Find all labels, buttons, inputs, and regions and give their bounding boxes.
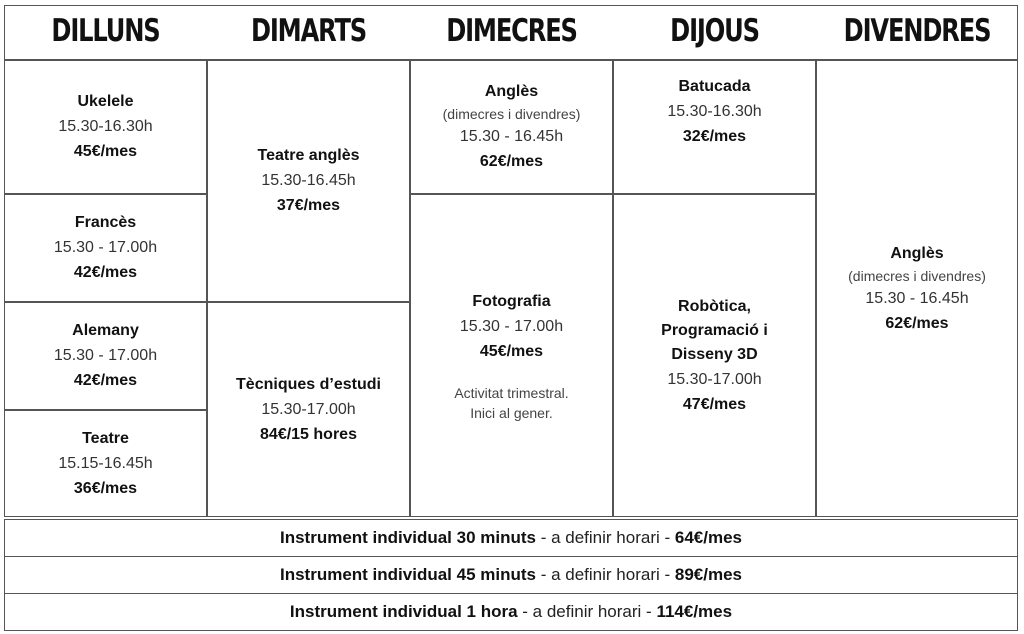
- day-header-wednesday: DIMECRES: [446, 13, 577, 49]
- instrument-price: 64€/mes: [674, 528, 742, 547]
- day-header-friday: DIVENDRES: [843, 13, 991, 49]
- instrument-schedule: - a definir horari -: [535, 528, 675, 547]
- activity-price: 84€/15 hores: [260, 425, 357, 443]
- activity-hours: 15.30 - 17.00h: [53, 238, 158, 256]
- activity-title: Ukelele: [77, 92, 134, 110]
- activity-price: 45€/mes: [479, 342, 544, 360]
- activity-price: 42€/mes: [73, 263, 138, 281]
- activity-batucada: [613, 61, 816, 193]
- instrument-row-1hora: [4, 593, 1018, 631]
- activity-note: Activitat trimestral.: [454, 384, 569, 401]
- instrument-price: 89€/mes: [674, 565, 742, 584]
- activity-price: 45€/mes: [73, 142, 138, 160]
- activity-title: Alemany: [72, 321, 139, 339]
- instrument-name: Instrument individual 30 minuts: [280, 528, 536, 547]
- activity-note: (dimecres i divendres): [848, 267, 986, 284]
- activity-note: Inici al gener.: [470, 404, 553, 421]
- day-header-monday: DILLUNS: [51, 13, 160, 49]
- activity-teatre: [4, 411, 207, 517]
- instrument-schedule: - a definir horari -: [517, 602, 657, 621]
- activity-title: Batucada: [678, 78, 751, 95]
- activity-price: 62€/mes: [885, 314, 949, 332]
- activity-hours: 15.30-17.00h: [261, 400, 356, 418]
- activity-price: 36€/mes: [73, 479, 138, 497]
- activity-title: Disseny 3D: [671, 345, 758, 363]
- activity-title: Francès: [74, 213, 137, 231]
- activity-hours: 15.30 - 16.45h: [459, 127, 564, 145]
- activity-title: Programació i: [661, 321, 768, 339]
- activity-teatre-angles: [207, 61, 410, 301]
- instrument-row-45min: [4, 556, 1018, 594]
- instrument-schedule: - a definir horari -: [535, 565, 675, 584]
- activity-title: Tècniques d’estudi: [236, 375, 381, 393]
- activity-price: 37€/mes: [276, 196, 341, 214]
- activity-title: Teatre anglès: [257, 146, 360, 164]
- instrument-price: 114€/mes: [656, 602, 733, 621]
- activity-note: (dimecres i divendres): [442, 105, 581, 122]
- activity-tecniques-estudi: [207, 303, 410, 517]
- activity-frances: [4, 195, 207, 301]
- activity-title: Robòtica,: [678, 297, 751, 315]
- activity-hours: 15.30 - 17.00h: [459, 317, 564, 335]
- instrument-name: Instrument individual 45 minuts: [280, 565, 536, 584]
- activity-price: 42€/mes: [73, 371, 138, 389]
- activity-robotica: [613, 195, 816, 517]
- activity-title: Fotografia: [472, 292, 551, 310]
- activity-title: Anglès: [890, 244, 944, 262]
- activity-hours: 15.30 - 17.00h: [53, 346, 158, 364]
- day-header-thursday: DIJOUS: [670, 13, 759, 49]
- day-header-tuesday: DIMARTS: [250, 13, 367, 49]
- activity-hours: 15.30-17.00h: [667, 370, 762, 388]
- activity-hours: 15.30 - 16.45h: [865, 289, 969, 307]
- activity-ukelele: [4, 61, 207, 193]
- instrument-row-30min: [4, 519, 1018, 557]
- activity-hours: 15.30-16.45h: [261, 171, 356, 189]
- activity-title: Teatre: [82, 429, 129, 447]
- instrument-name: Instrument individual 1 hora: [289, 602, 518, 621]
- activity-price: 47€/mes: [682, 395, 747, 413]
- activity-alemany: [4, 303, 207, 409]
- activity-hours: 15.30-16.30h: [667, 103, 762, 120]
- activity-title: Anglès: [484, 82, 539, 100]
- activity-price: 62€/mes: [479, 152, 544, 170]
- activity-hours: 15.30-16.30h: [58, 117, 153, 135]
- activity-angles-friday: [816, 61, 1018, 517]
- activity-hours: 15.15-16.45h: [58, 454, 153, 472]
- activity-angles-wednesday: [410, 61, 613, 193]
- activity-fotografia: [410, 195, 613, 517]
- activity-price: 32€/mes: [682, 128, 747, 145]
